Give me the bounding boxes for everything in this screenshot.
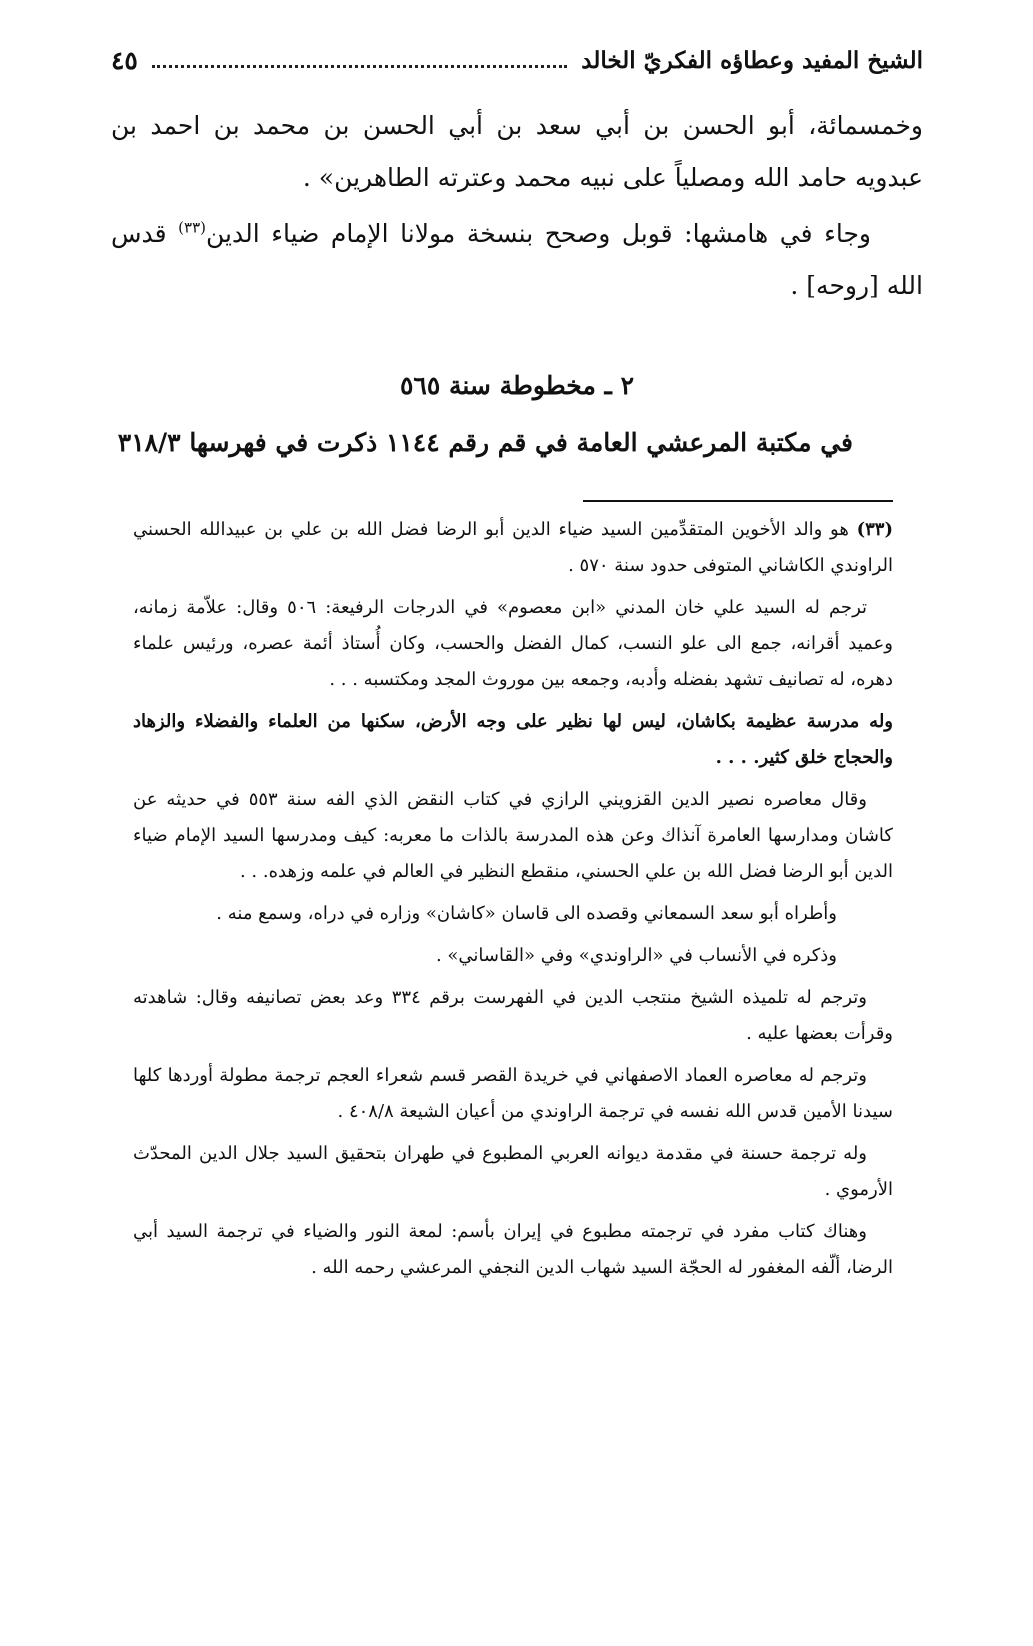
footnote-reference[interactable]: (٣٣) (178, 218, 206, 237)
body-paragraph-2 (111, 208, 923, 312)
footnote-text: هو والد الأخوين المتقدِّمين السيد ضياء الدين أبو الرضا فضل الله بن علي بن عبيدالله الحسني الراوندي الكاشاني المتوفى حدود سنة ٥٧٠ . (133, 519, 893, 576)
footnote-paragraph: ترجم له السيد علي خان المدني «ابن معصوم» في الدرجات الرفيعة: ٥٠٦ وقال: علاّمة زمانه، وعميد أقرانه، جمع الى علو النسب، كمال الفضل والحسب، وكان أُستاذ أئمة عصره، ورئيس علماء دهره، له تصانيف تشهد بفضله وأدبه، وجمعه بين موروث المجد ومكتسبه . . . (133, 597, 893, 690)
running-header (111, 40, 923, 80)
body-paragraph-1: وخمسمائة، أبو الحسن بن أبي سعد بن أبي الحسن بن محمد بن احمد بن عبدويه حامد الله ومصلياً على نبيه محمد وعترته الطاهرين» . (111, 111, 923, 192)
section-heading: ٢ ـ مخطوطة سنة ٥٦٥ (399, 371, 635, 400)
footnote-paragraph: وأطراه أبو سعد السمعاني وقصده الى قاسان «كاشان» وزاره في دراه، وسمع منه . (216, 903, 837, 924)
page-number: ٤٥ (111, 45, 138, 75)
body-paragraph-2-text: وجاء في هامشها: قوبل وصحح بنسخة مولانا الإمام ضياء الدين (206, 219, 872, 248)
footnote-paragraph: وذكره في الأنساب في «الراوندي» وفي «القاساني» . (435, 945, 837, 966)
footnote-paragraph: وترجم له معاصره العماد الاصفهاني في خريدة القصر قسم شعراء العجم ترجمة مطولة أوردها كلها سيدنا الأمين قدس الله نفسه في ترجمة الراوندي من أعيان الشيعة ٤٠٨/٨ . (133, 1065, 893, 1122)
footnote-number: (٣٣) (856, 519, 893, 540)
body-text (111, 100, 923, 312)
body-paragraph-2-end: قدس الله [روحه] . (111, 219, 923, 300)
footnote-33 (133, 512, 893, 584)
footnote-paragraph: وله ترجمة حسنة في مقدمة ديوانه العربي المطبوع في طهران بتحقيق السيد جلال الدين المحدّث الأرموي . (133, 1143, 893, 1200)
section-subheading: في مكتبة المرعشي العامة في قم رقم ١١٤٤ ذكرت في فهرسها ٣١٨/٣ (117, 428, 853, 457)
footnote-paragraph: وترجم له تلميذه الشيخ منتجب الدين في الفهرست برقم ٣٣٤ وعد بعض تصانيفه وقال: شاهدته وقرأت بعضها عليه . (133, 987, 893, 1044)
footnote-paragraph: وهناك كتاب مفرد في ترجمته مطبوع في إيران بأسم: لمعة النور والضياء في ترجمة السيد أبي الرضا، ألّفه المغفور له الحجّة السيد شهاب الدين النجفي المرعشي رحمه الله . (133, 1221, 893, 1278)
footnote-separator (583, 500, 893, 502)
footnote-paragraph: وقال معاصره نصير الدين القزويني الرازي في كتاب النقض الذي الفه سنة ٥٥٣ في حديثه عن كاشان ومدارسها العامرة آنذاك وعن هذه المدرسة بالذات ما معربه: كيف ومدرسها السيد الإمام ضياء الدين أبو الرضا فضل الله بن علي الحسني، منقطع النظير في العالم في علمه وزهده. . . (133, 789, 893, 882)
footnotes (133, 512, 893, 1292)
header-title: الشيخ المفيد وعطاؤه الفكريّ الخالد (581, 46, 923, 74)
dotted-leader (152, 65, 567, 68)
footnote-paragraph: وله مدرسة عظيمة بكاشان، ليس لها نظير على وجه الأرض، سكنها من العلماء والفضلاء والزهاد والحجاج خلق كثير. . . . (133, 711, 894, 768)
